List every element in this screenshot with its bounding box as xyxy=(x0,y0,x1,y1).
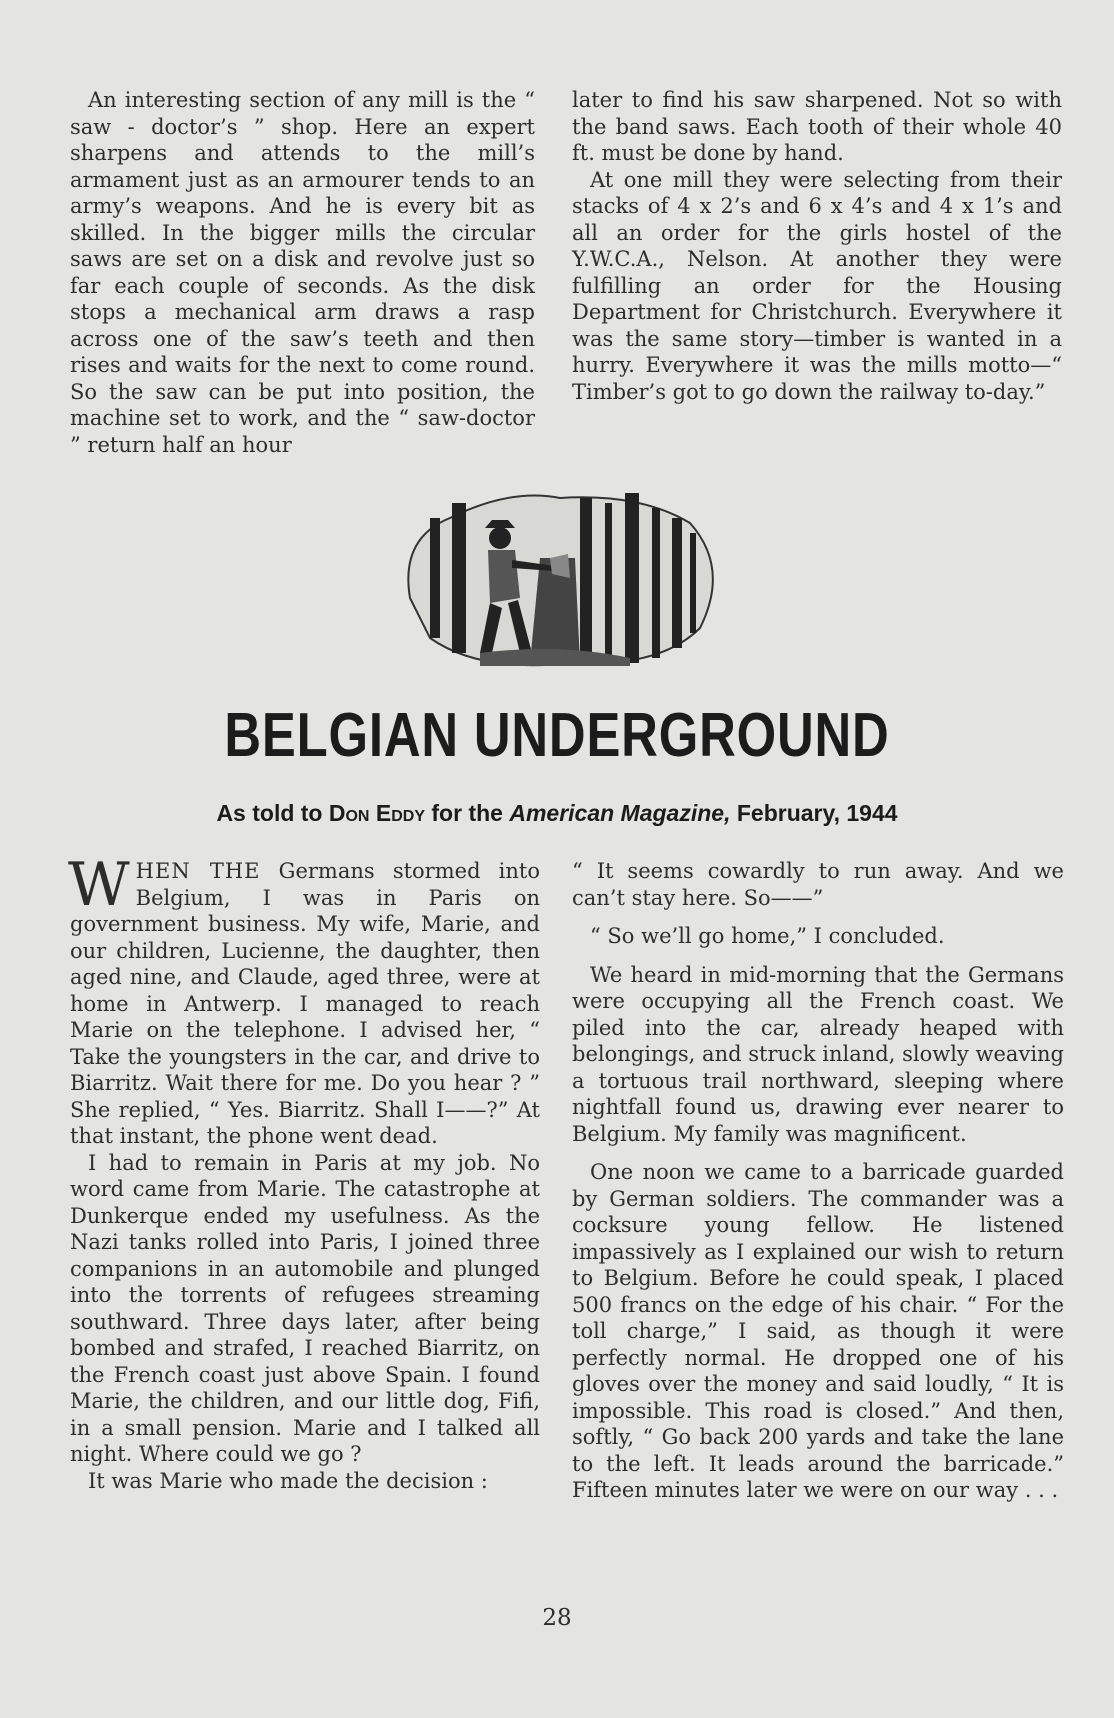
top-right-paragraph-1: later to find his saw sharpened. Not so with the band saws. Each tooth of their whole 40 ft. must be done by hand. xyxy=(572,88,1062,165)
article-headline: BELGIAN UNDERGROUND xyxy=(224,701,890,770)
bottom-right-column xyxy=(572,858,1064,1504)
top-right-paragraph-2: At one mill they were selecting from their stacks of 4 x 2’s and 6 x 4’s and 4 x 1’s and all an order for the girls hostel of the Y.W.C.A., Nelson. At another they were fulfilling an order for the Housing Department for Christchurch. Everywhere it was the same story—timber is wanted in a hurry. Everywhere it was the mills motto—“ Timber’s got to go down the railway to-day.” xyxy=(572,167,1062,404)
drop-cap: W xyxy=(68,850,130,920)
article-paragraph-3: It was Marie who made the decision : xyxy=(88,1468,488,1493)
article-paragraph-6: We heard in mid-morning that the Germans were occupying all the French coast. We piled into the car, already heaped with belongings, and struck inland, slowly weaving a tortuous trail northward, sleeping where nightfall found us, drawing ever nearer to Belgium. My family was magnificent. xyxy=(572,962,1064,1146)
article-paragraph-7: One noon we came to a barricade guarded by German soldiers. The commander was a cocksure young fellow. He listened impassively as I explained our wish to return to Belgium. Before he could speak, I placed 500 francs on the edge of his chair. “ For the toll charge,” I said, as though it were perfectly normal. He dropped one of his gloves over the money and said loudly, “ It is impossible. This road is closed.” And then, softly, “ Go back 200 yards and take the lane to the left. It leads around the barricade.” Fifteen minutes later we were on our way . . . xyxy=(572,1160,1064,1502)
page-number: 28 xyxy=(542,1605,572,1631)
article-byline xyxy=(0,800,1114,827)
article-paragraph-2: I had to remain in Paris at my job. No word came from Marie. The catastrophe at Dunkerque ended my usefulness. As the Nazi tanks rolled into Paris, I joined three companions in an automobile and plunged into the torrents of refugees streaming southward. Three days later, after being bombed and strafed, I reached Biarritz, on the French coast just above Spain. I found Marie, the children, and our little dog, Fifi, in a small pension. Marie and I talked all night. Where could we go ? xyxy=(70,1150,540,1466)
byline-prefix: As told to xyxy=(216,800,329,826)
byline-author: Don Eddy xyxy=(328,800,425,826)
paragraph-1-text: Germans stormed into Belgium, I was in Paris on government business. My wife, Marie, and our children, Lucienne, the daughter, then aged nine, and Claude, aged three, were at home in Antwerp. I managed to reach Marie on the telephone. I advised her, “ Take the youngsters in the car, and drive to Biarritz. Wait there for me. Do you hear ? ” She replied, “ Yes. Biarritz. Shall I——?” At that instant, the phone went dead. xyxy=(70,859,540,1148)
lead-small-caps: HEN THE xyxy=(135,859,261,883)
top-left-paragraph: An interesting section of any mill is the “ saw - doctor’s ” shop. Here an expert sharpens and attends to the mill’s armament just as an armourer tends to an army’s weapons. And he is every bit as skilled. In the bigger mills the circular saws are set on a disk and revolve just so far each couple of seconds. As the disk stops a mechanical arm draws a rasp across one of the saw’s teeth and then rises and waits for the next to come round. So the saw can be put into position, the machine set to work, and the “ saw-doctor ” return half an hour xyxy=(70,88,535,457)
article-paragraph-5: “ So we’ll go home,” I concluded. xyxy=(590,924,945,948)
byline-middle: for the xyxy=(425,800,510,826)
byline-magazine: American Magazine, xyxy=(509,800,731,826)
top-right-column xyxy=(572,87,1062,405)
bottom-left-column xyxy=(68,850,540,1494)
lumberjack-illustration xyxy=(390,478,725,678)
top-left-column xyxy=(70,87,535,458)
byline-date: February, 1944 xyxy=(730,800,898,826)
article-paragraph-1 xyxy=(68,850,540,1150)
article-paragraph-4: “ It seems cowardly to run away. And we can’t stay here. So——” xyxy=(572,859,1064,910)
